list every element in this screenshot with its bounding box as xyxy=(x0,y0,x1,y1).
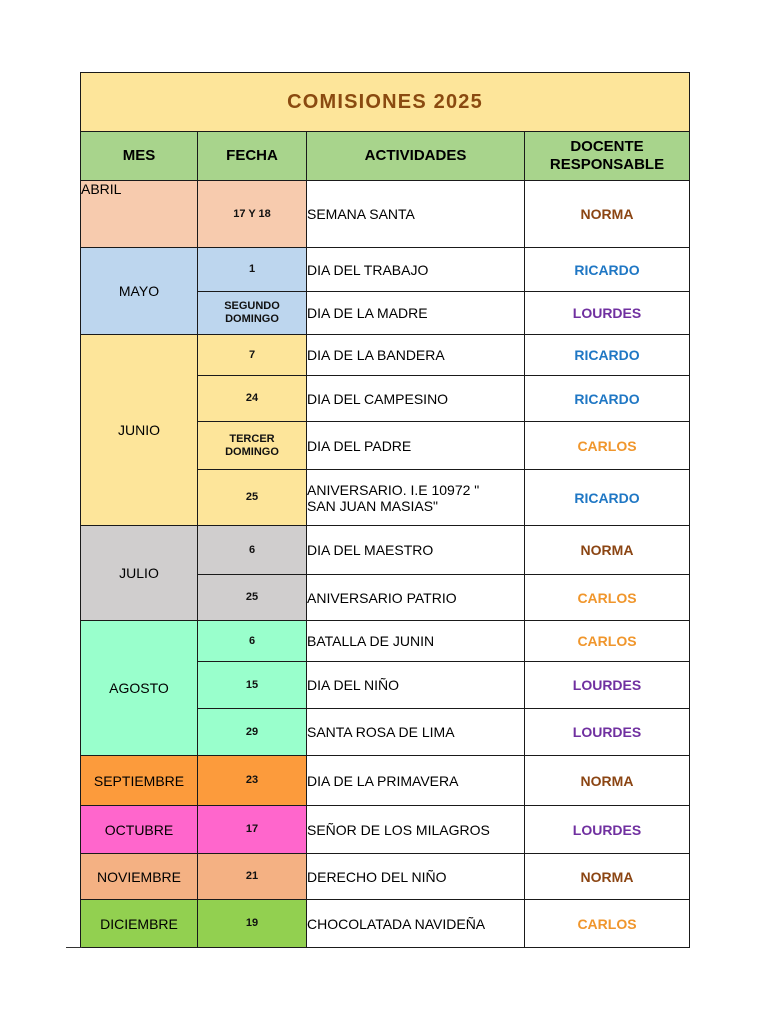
month-cell: MAYO xyxy=(81,248,198,335)
table-row xyxy=(81,526,690,575)
date-cell: 17 xyxy=(198,806,307,854)
month-cell: OCTUBRE xyxy=(81,806,198,854)
header-mes: MES xyxy=(81,132,198,181)
date-cell: TERCER DOMINGO xyxy=(198,422,307,470)
date-cell: 19 xyxy=(198,900,307,948)
activity-cell: DIA DEL TRABAJO xyxy=(307,248,525,292)
teacher-cell: LOURDES xyxy=(525,292,690,335)
date-cell: 1 xyxy=(198,248,307,292)
date-cell: 15 xyxy=(198,662,307,709)
table-row xyxy=(81,806,690,854)
teacher-cell: CARLOS xyxy=(525,422,690,470)
table-row xyxy=(81,621,690,662)
date-cell: 25 xyxy=(198,470,307,526)
header-fecha: FECHA xyxy=(198,132,307,181)
month-cell: NOVIEMBRE xyxy=(81,854,198,900)
date-cell: SEGUNDO DOMINGO xyxy=(198,292,307,335)
activity-cell: DIA DEL MAESTRO xyxy=(307,526,525,575)
date-cell: 21 xyxy=(198,854,307,900)
date-cell: 6 xyxy=(198,526,307,575)
month-cell: ABRIL xyxy=(81,181,198,248)
month-cell: AGOSTO xyxy=(81,621,198,756)
activity-cell: SEÑOR DE LOS MILAGROS xyxy=(307,806,525,854)
activity-cell: ANIVERSARIO. I.E 10972 " SAN JUAN MASIAS" xyxy=(307,470,525,526)
table-row xyxy=(81,854,690,900)
teacher-cell: CARLOS xyxy=(525,900,690,948)
activity-cell: BATALLA DE JUNIN xyxy=(307,621,525,662)
teacher-cell: RICARDO xyxy=(525,248,690,292)
date-cell: 6 xyxy=(198,621,307,662)
table-row xyxy=(81,756,690,806)
activity-cell: ANIVERSARIO PATRIO xyxy=(307,575,525,621)
teacher-cell: LOURDES xyxy=(525,662,690,709)
date-cell: 24 xyxy=(198,376,307,422)
teacher-cell: NORMA xyxy=(525,181,690,248)
activity-cell: SANTA ROSA DE LIMA xyxy=(307,709,525,756)
date-cell: 25 xyxy=(198,575,307,621)
table-row xyxy=(81,181,690,248)
teacher-cell: CARLOS xyxy=(525,575,690,621)
sheet-edge-line xyxy=(66,947,82,948)
month-cell: JULIO xyxy=(81,526,198,621)
date-cell: 29 xyxy=(198,709,307,756)
month-cell: JUNIO xyxy=(81,335,198,526)
table-row xyxy=(81,900,690,948)
month-cell: SEPTIEMBRE xyxy=(81,756,198,806)
activity-cell: DERECHO DEL NIÑO xyxy=(307,854,525,900)
activity-cell: DIA DE LA MADRE xyxy=(307,292,525,335)
activity-cell: DIA DEL CAMPESINO xyxy=(307,376,525,422)
activity-cell: DIA DE LA BANDERA xyxy=(307,335,525,376)
activity-cell: CHOCOLATADA NAVIDEÑA xyxy=(307,900,525,948)
date-cell: 17 Y 18 xyxy=(198,181,307,248)
activity-cell: DIA DE LA PRIMAVERA xyxy=(307,756,525,806)
header-actividades: ACTIVIDADES xyxy=(307,132,525,181)
teacher-cell: RICARDO xyxy=(525,335,690,376)
table-body xyxy=(81,73,690,948)
teacher-cell: NORMA xyxy=(525,756,690,806)
table-title: COMISIONES 2025 xyxy=(81,73,690,132)
table-row xyxy=(81,248,690,292)
teacher-cell: NORMA xyxy=(525,854,690,900)
activity-cell: DIA DEL NIÑO xyxy=(307,662,525,709)
date-cell: 23 xyxy=(198,756,307,806)
table-row xyxy=(81,335,690,376)
date-cell: 7 xyxy=(198,335,307,376)
header-row xyxy=(81,132,690,181)
teacher-cell: CARLOS xyxy=(525,621,690,662)
activity-cell: SEMANA SANTA xyxy=(307,181,525,248)
month-cell: DICIEMBRE xyxy=(81,900,198,948)
comisiones-table xyxy=(80,72,690,948)
teacher-cell: RICARDO xyxy=(525,470,690,526)
title-row xyxy=(81,73,690,132)
teacher-cell: RICARDO xyxy=(525,376,690,422)
teacher-cell: LOURDES xyxy=(525,806,690,854)
teacher-cell: LOURDES xyxy=(525,709,690,756)
header-docente: DOCENTE RESPONSABLE xyxy=(525,132,690,181)
activity-cell: DIA DEL PADRE xyxy=(307,422,525,470)
teacher-cell: NORMA xyxy=(525,526,690,575)
